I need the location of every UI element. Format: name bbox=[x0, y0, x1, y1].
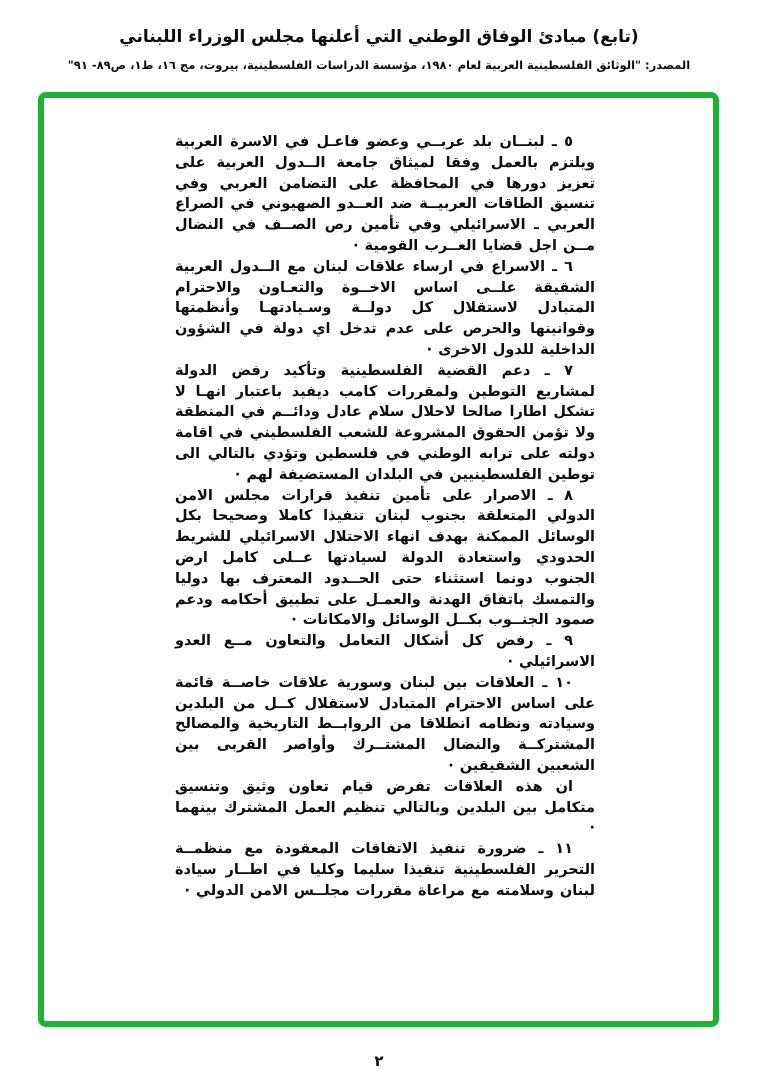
paragraph: ٨ ـ الاصرار على تأمين تنفيذ قرارات مجلس الامن الدولي المتعلقة بجنوب لبنان تنفيذا كاملا وصحيحا بكل الوسائل الممكنة بهدف انهاء الاحتلال الاسرائيلي للشريط الحدودي واستعادة الدولة لسيادتها عــلى كامل ارض الجنوب دونما استثناء حتى الحــدود المعترف بها دوليا والتمسك باتفاق الهدنة والعمـل على تطبيق أحكامه ودعم صمود الجنــوب بكــل الوسائل والامكانات · bbox=[175, 487, 595, 629]
paragraph: ٦ ـ الاسراع في ارساء علاقات لبنان مع الــدول العربية الشقيقة علــى اساس الاخــوة والتعـاون والاحترام المتبادل لاستقلال كل دولــة وسـيادتهـا وأنظمتها وقوانينها والحرص على عدم تدخل اي دولة في الشؤون الداخلية للدول الاخرى · bbox=[175, 258, 595, 358]
paragraph: ٧ ـ دعم القضية الفلسطينية وتأكيد رفض الدولة لمشاريع التوطين ولمقررات كامب ديفيد باعتبار انهـا لا تشكل اطارا صالحا لاحلال سلام عادل ودائــم في المنطقة ولا تؤمن الحقوق المشروعة للشعب الفلسطيني في اقامة دولته على ترابه الوطني في فلسطين وتؤدي بالتالي الى توطين الفلسطينيين في البلدان المستضيفة لهم · bbox=[175, 362, 595, 483]
body-text-column bbox=[175, 132, 595, 901]
paragraph: ٩ ـ رفض كل أشكال التعامل والتعاون مــع العدو الاسرائيلي · bbox=[175, 633, 595, 670]
page-title: (تابع) مبادئ الوفاق الوطني التي أعلنها مجلس الوزراء اللبناني bbox=[119, 27, 639, 47]
paragraph: ١١ ـ ضرورة تنفيذ الاتفاقات المعقودة مع منظمــة التحرير الفلسطينية تنفيذا سليما وكليا في اطــار سيادة لبنان وسلامته مع مراعاة مقررات مجلــس الامن الدولي · bbox=[175, 841, 595, 899]
paragraph: ١٠ ـ العلاقات بين لبنان وسورية علاقات خاصــة قائمة على اساس الاحترام المتبادل لاستقلال كــل من البلدين وسيادته ونظامه انطلاقا من الروابــط التاريخية والمصالح المشتركــة والنضال المشتــرك وأواصر القربى بين الشعبين الشقيقين · bbox=[175, 674, 595, 774]
source-citation: المصدر: "الوثائق الفلسطينية العربية لعام ١٩٨٠، مؤسسة الدراسات الفلسطينية، بيروت، مج ١٦، ط١، ص٨٩- ٩١" bbox=[67, 58, 691, 72]
page-number: ٢ bbox=[374, 1052, 384, 1070]
green-border-frame bbox=[38, 92, 719, 1027]
paragraph: ٥ ـ لبنــان بلد عربــي وعضو فاعـل في الاسرة العربية ويلتزم بالعمل وفقا لميثاق جامعة الــدول العربية على تعزيز دورها في المحافظة على التضامن العربي وفي تنسيق الطاقات العربيــة ضد العــدو الصهيوني في الصراع العربي ـ الاسرائيلي وفي تأمين رص الصــف في النضال مــن اجل قضايا العــرب القومية · bbox=[175, 134, 595, 254]
paragraph: ان هذه العلاقات تفرض قيام تعاون وثيق وتنسيق متكامل بين البلدين وبالتالي تنظيم العمل المشترك بينهما · bbox=[175, 778, 595, 837]
